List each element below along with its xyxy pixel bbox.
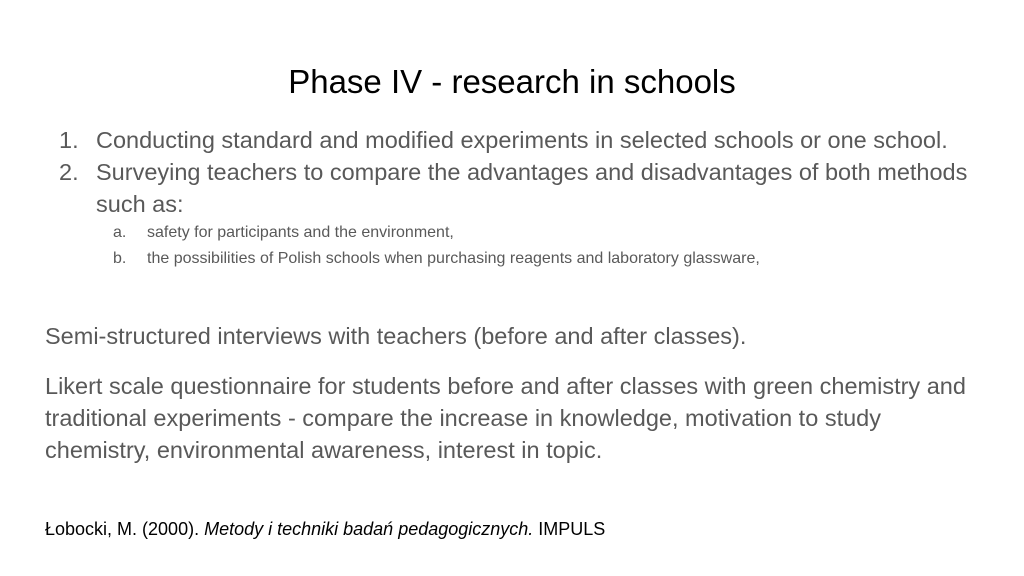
sublist-item-letter: a.	[113, 224, 127, 241]
interviews-paragraph: Semi-structured interviews with teachers (before and after classes).	[45, 323, 747, 349]
sublist-item-text: the possibilities of Polish schools when purchasing reagents and laboratory glassware,	[147, 250, 760, 267]
slide-title: Phase IV - research in schools	[288, 63, 736, 100]
list-item-number: 1.	[59, 127, 79, 153]
sublist-item-b	[96, 246, 976, 272]
list-item-text: Surveying teachers to compare the advantages and disadvantages of both methods such as:	[96, 159, 968, 217]
sublist-item-text: safety for participants and the environment,	[147, 224, 454, 241]
reference-citation	[45, 517, 605, 541]
sublist-item-letter: b.	[113, 250, 127, 267]
list-item-text: Conducting standard and modified experiments in selected schools or one school.	[96, 127, 948, 153]
reference-publisher: IMPULS	[533, 519, 606, 539]
sublist-item-a	[96, 220, 976, 246]
list-item-1	[46, 124, 976, 156]
list-item-number: 2.	[59, 159, 79, 185]
list-item-2	[46, 156, 976, 272]
reference-book-title: Metody i techniki badań pedagogicznych.	[204, 519, 534, 539]
questionnaire-paragraph: Likert scale questionnaire for students before and after classes with green chemistry and traditional experiments - compare the increase in knowledge, motivation to study chemistry, environmental awareness, interest in topic.	[45, 373, 966, 463]
numbered-list	[46, 124, 976, 272]
reference-authors-year: Łobocki, M. (2000).	[45, 519, 205, 539]
lettered-sublist	[96, 220, 976, 272]
